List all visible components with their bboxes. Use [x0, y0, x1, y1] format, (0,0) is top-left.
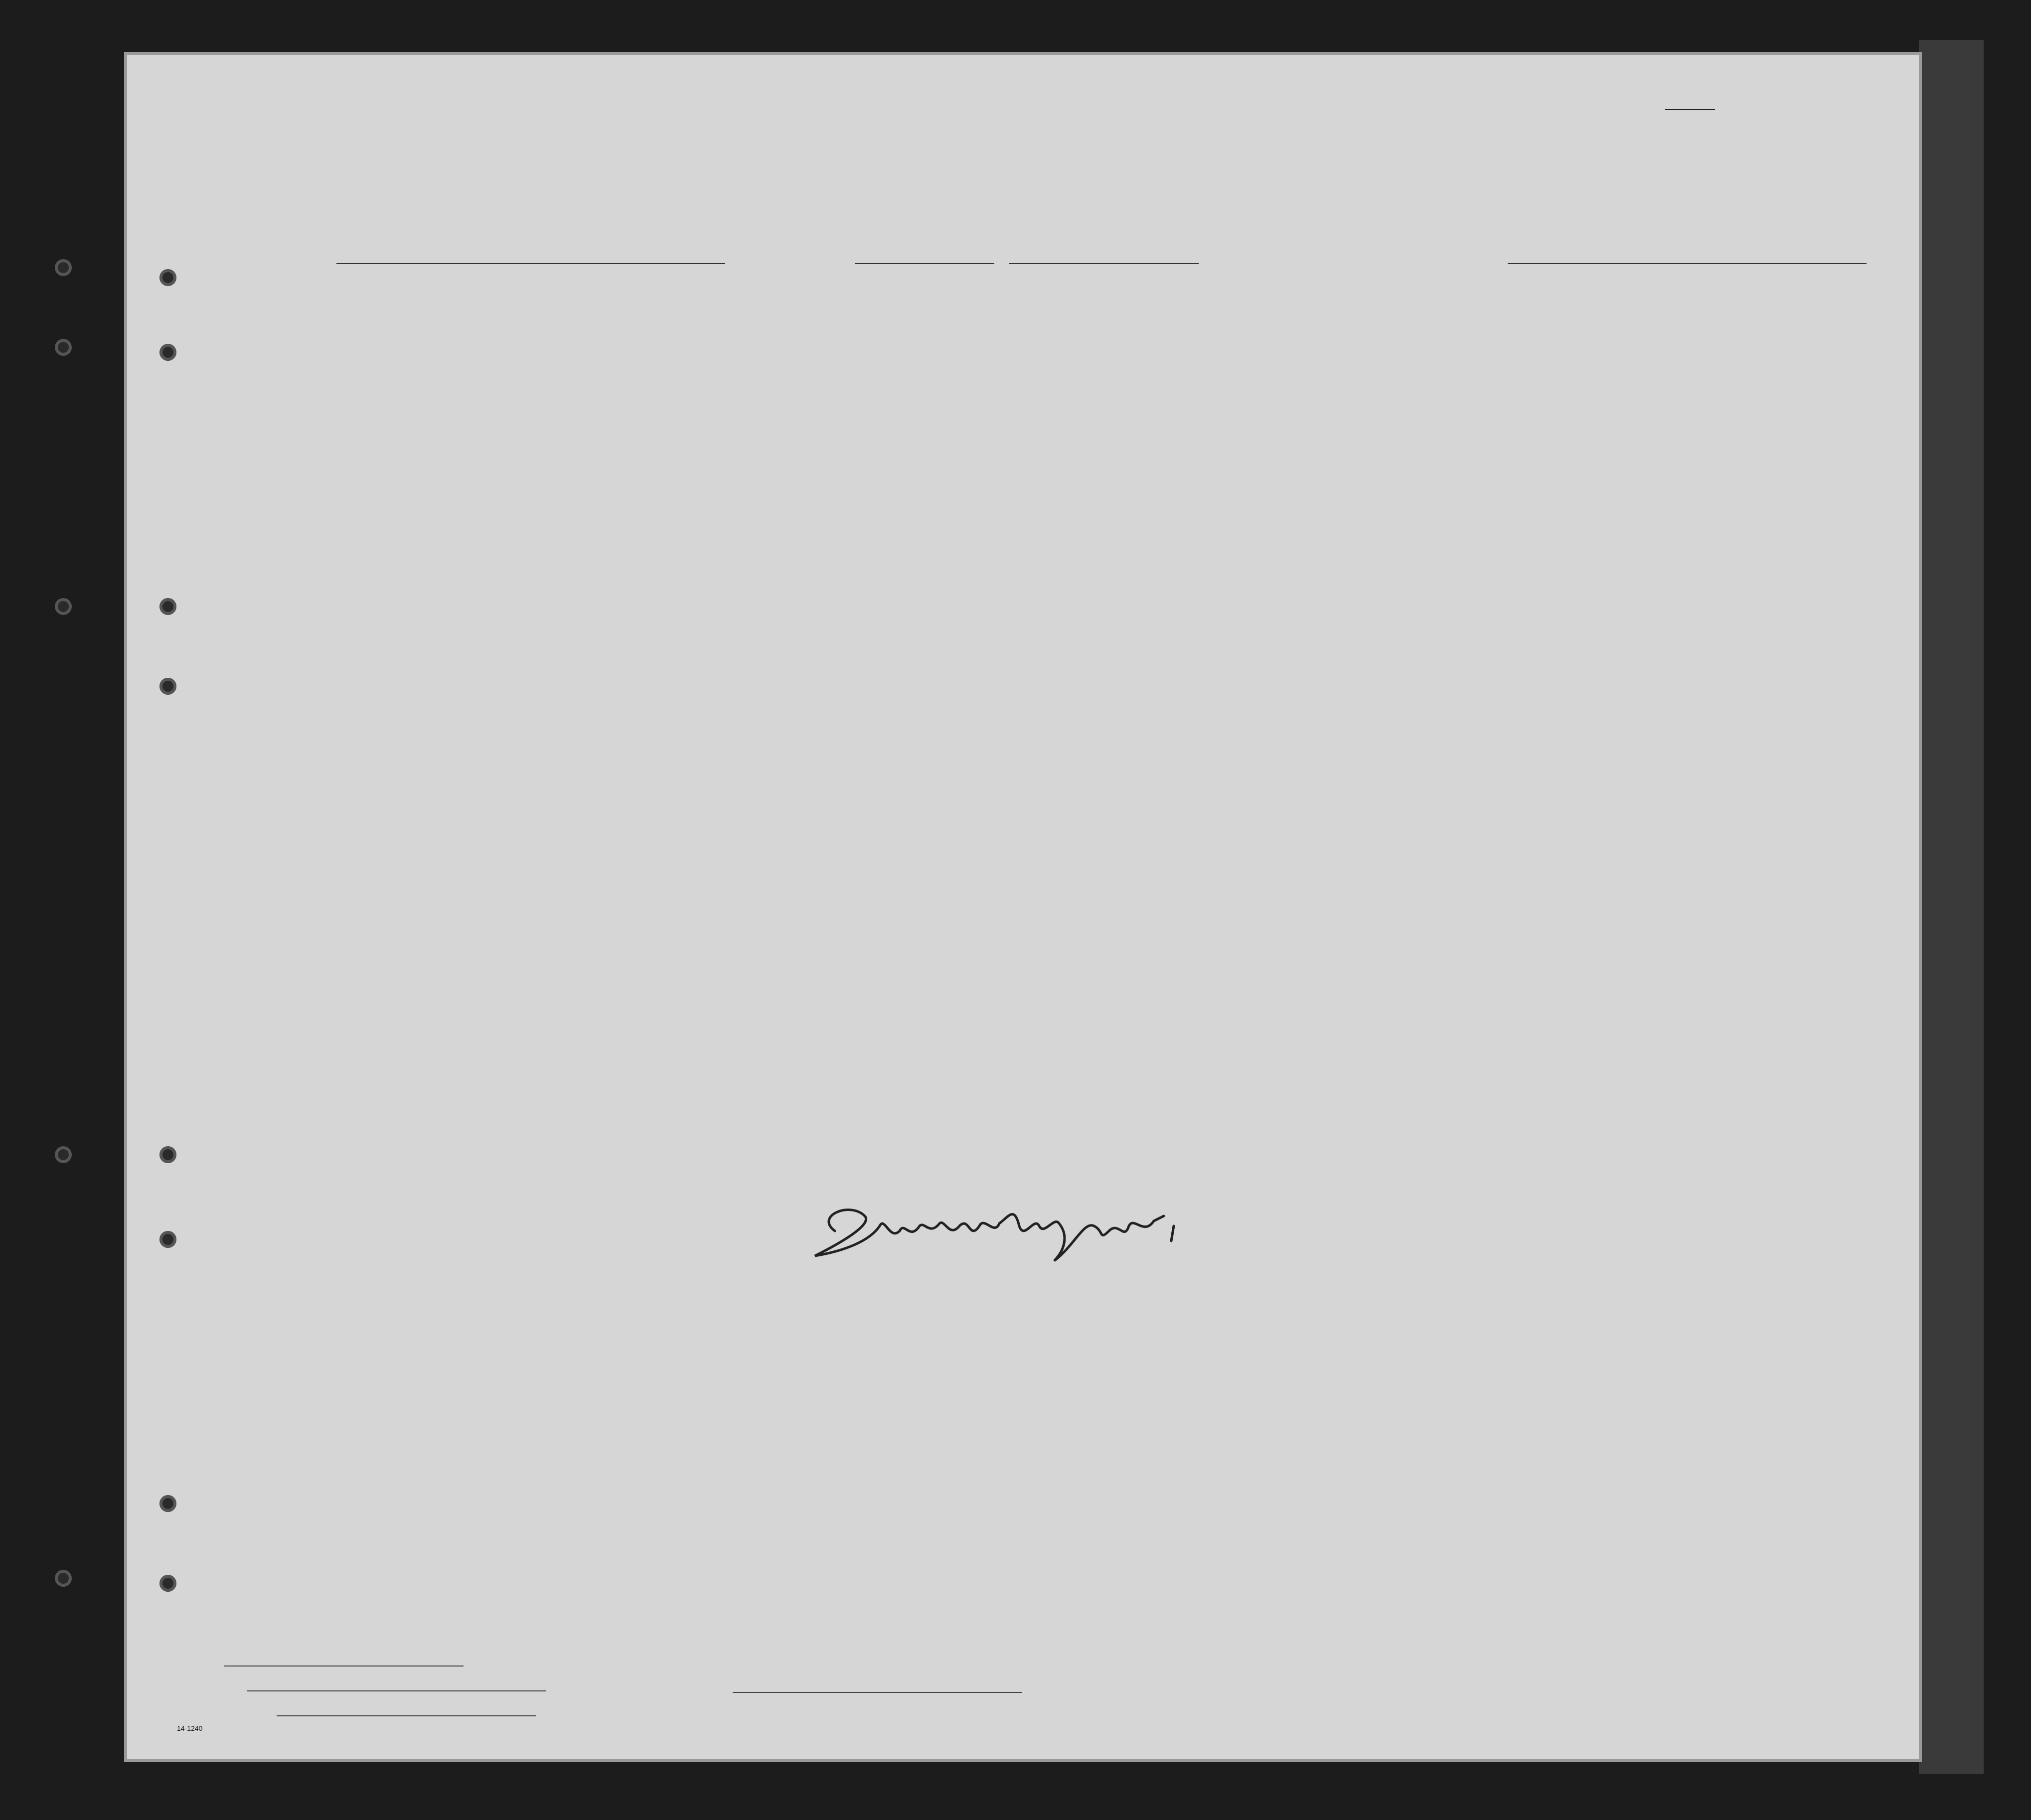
table-grid — [127, 55, 1919, 1759]
binder-edge — [1919, 40, 1984, 1774]
manifest-sheet: 14-1240 — [127, 55, 1919, 1759]
inspector-signature — [805, 1196, 1214, 1271]
